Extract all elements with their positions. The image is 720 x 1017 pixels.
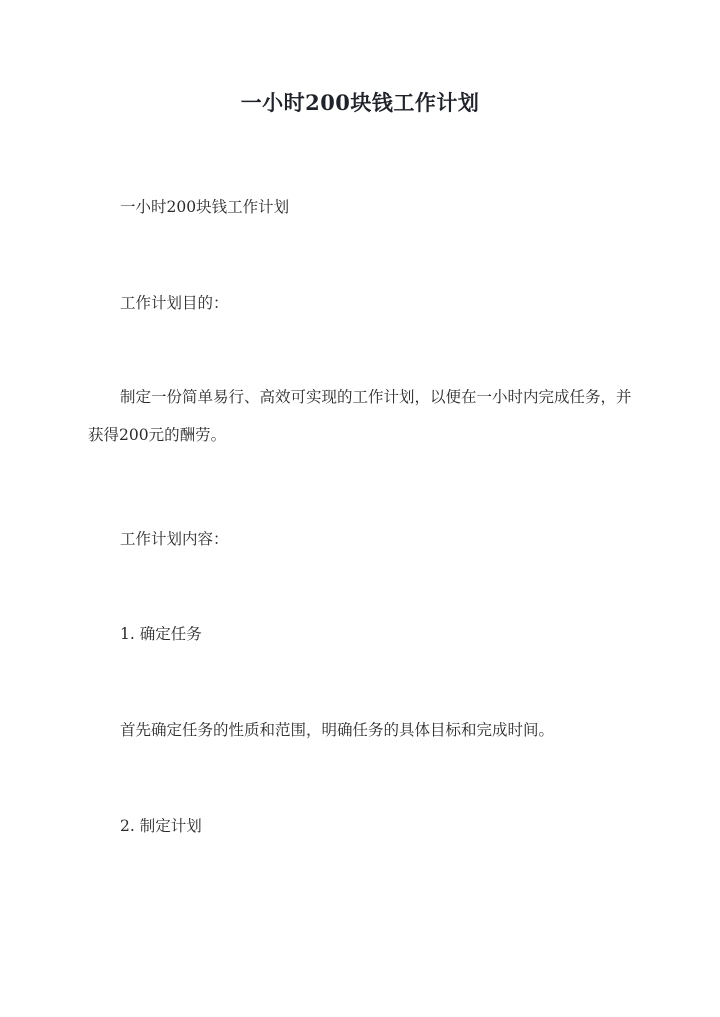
document-subtitle: 一小时200块钱工作计划 — [120, 198, 290, 216]
content-heading: 工作计划内容： — [120, 530, 229, 548]
purpose-paragraph: 制定一份简单易行、高效可实现的工作计划，以便在一小时内完成任务，并获得200元的酬劳。 — [88, 388, 632, 444]
purpose-heading: 工作计划目的： — [120, 294, 229, 312]
document-title: 一小时200块钱工作计划 — [240, 90, 480, 115]
step1-heading: 1. 确定任务 — [120, 625, 202, 643]
step2-heading: 2. 制定计划 — [120, 817, 202, 835]
step1-paragraph: 首先确定任务的性质和范围，明确任务的具体目标和完成时间。 — [120, 721, 555, 739]
